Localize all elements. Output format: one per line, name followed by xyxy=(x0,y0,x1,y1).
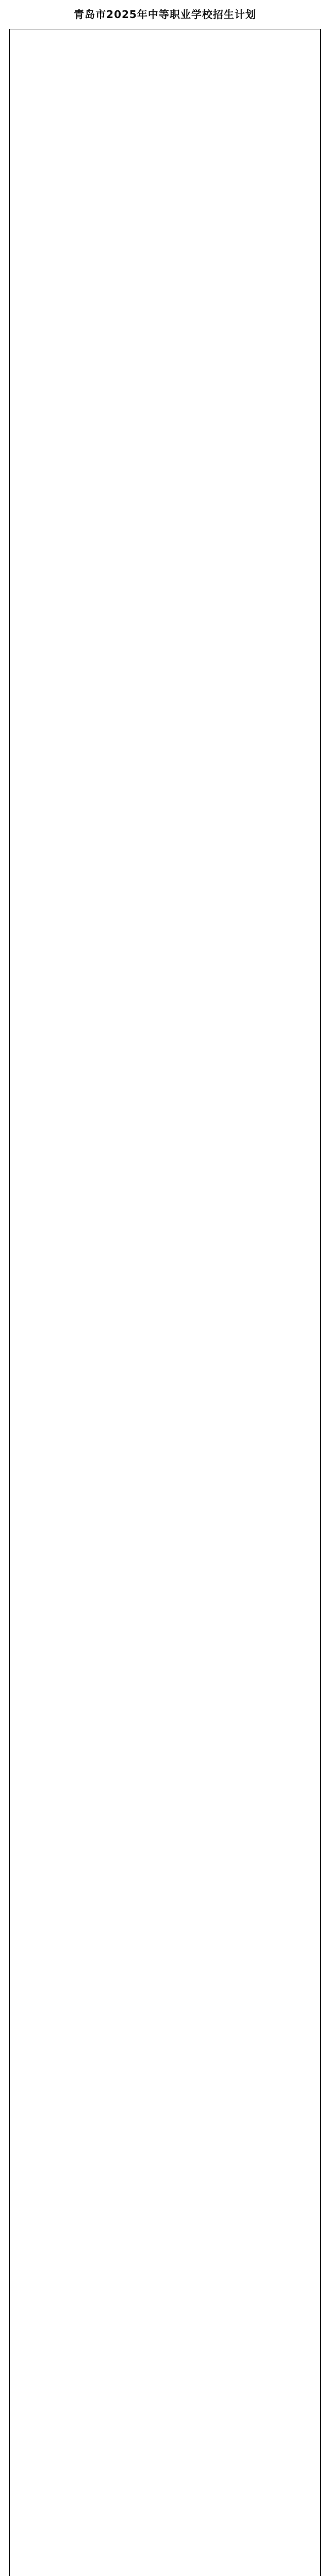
enrollment-plan-table xyxy=(9,29,321,2576)
document-title: 青岛市2025年中等职业学校招生计划 xyxy=(74,8,256,21)
